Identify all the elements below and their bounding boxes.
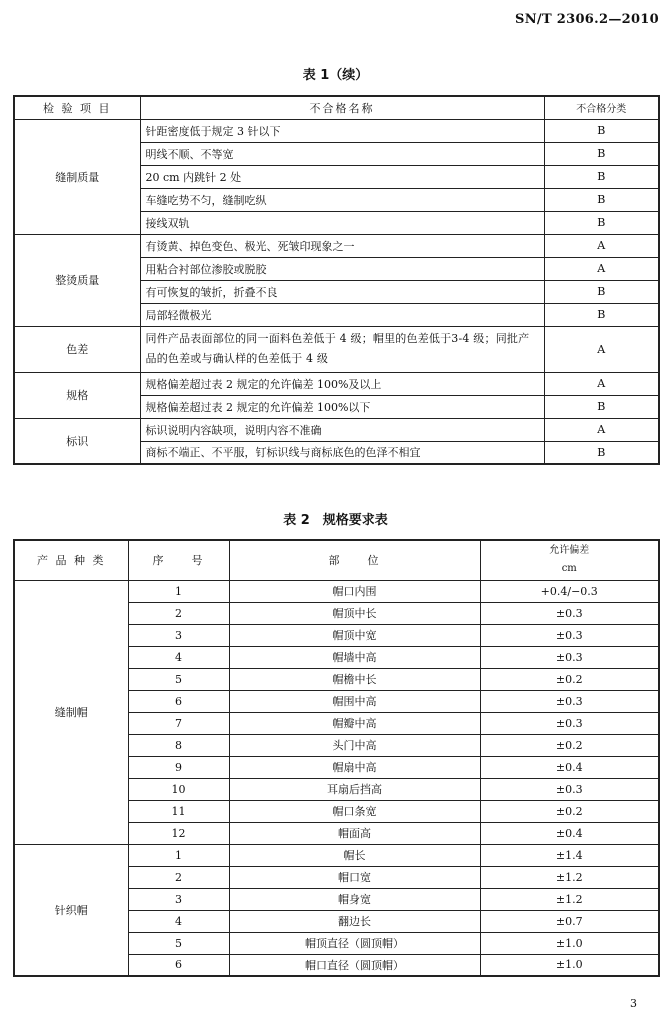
table1-item-cell: 整烫质量	[14, 234, 140, 326]
table1-name-cell: 有可恢复的皱折，折叠不良	[140, 280, 544, 303]
table2-no-cell: 4	[128, 910, 229, 932]
table1-header-item: 检 验 项 目	[14, 96, 140, 119]
table1-name-cell: 同件产品表面部位的同一面料色差低于 4 级；帽里的色差低于3-4 级；同批产品的色差或与确认样的色差低于 4 级	[140, 326, 544, 372]
table1-class-cell: B	[544, 441, 659, 464]
table2-part-cell: 帽口直径（圆顶帽）	[229, 954, 480, 976]
table1-header-class: 不合格分类	[544, 96, 659, 119]
table2-tol-cell: ±0.3	[480, 624, 659, 646]
table2-part-cell: 帽长	[229, 844, 480, 866]
table2-tol-cell: ±0.4	[480, 822, 659, 844]
table2-kind-cell: 缝制帽	[14, 580, 128, 844]
table1-nonconformity	[13, 95, 660, 465]
table2-tol-cell: ±0.3	[480, 778, 659, 800]
table2-tol-cell: ±0.3	[480, 602, 659, 624]
table2-no-cell: 4	[128, 646, 229, 668]
table2-part-cell: 帽口内围	[229, 580, 480, 602]
table2-part-cell: 帽顶直径（圆顶帽）	[229, 932, 480, 954]
table2-tol-cell: ±1.2	[480, 866, 659, 888]
table1-name-cell: 规格偏差超过表 2 规定的允许偏差 100%及以上	[140, 372, 544, 395]
table2-no-cell: 2	[128, 602, 229, 624]
table1-class-cell: A	[544, 372, 659, 395]
table2-kind-cell: 针织帽	[14, 844, 128, 976]
table1-class-cell: A	[544, 326, 659, 372]
table2-tol-cell: ±0.3	[480, 712, 659, 734]
table2-header-kind: 产 品 种 类	[14, 540, 128, 580]
table2-tol-cell: ±0.7	[480, 910, 659, 932]
table2-part-cell: 帽口条宽	[229, 800, 480, 822]
table1-class-cell: A	[544, 257, 659, 280]
table2-part-cell: 翻边长	[229, 910, 480, 932]
table2-part-cell: 帽口宽	[229, 866, 480, 888]
table1-name-cell: 规格偏差超过表 2 规定的允许偏差 100%以下	[140, 395, 544, 418]
table1-class-cell: A	[544, 234, 659, 257]
table2-tol-cell: ±1.0	[480, 954, 659, 976]
table2-no-cell: 1	[128, 844, 229, 866]
table1-name-cell: 商标不端正、不平服，钉标识线与商标底色的色泽不相宜	[140, 441, 544, 464]
table1-name-cell: 针距密度低于规定 3 针以下	[140, 119, 544, 142]
table2-part-cell: 帽顶中长	[229, 602, 480, 624]
table2-no-cell: 5	[128, 668, 229, 690]
table2-no-cell: 3	[128, 888, 229, 910]
table1-name-cell: 用粘合衬部位渗胶或脱胶	[140, 257, 544, 280]
table2-no-cell: 6	[128, 690, 229, 712]
table2-part-cell: 头门中高	[229, 734, 480, 756]
table1-class-cell: B	[544, 165, 659, 188]
table2-no-cell: 5	[128, 932, 229, 954]
table2-header-unit: cm	[561, 563, 577, 575]
table1-item-cell: 规格	[14, 372, 140, 418]
table2-tol-cell: ±0.3	[480, 646, 659, 668]
table2-part-cell: 帽檐中长	[229, 668, 480, 690]
table2-part-cell: 帽面高	[229, 822, 480, 844]
table2-tol-cell: ±0.4	[480, 756, 659, 778]
table2-part-cell: 帽顶中宽	[229, 624, 480, 646]
table1-caption: 表 1（续）	[302, 68, 369, 83]
table1-item-cell: 色差	[14, 326, 140, 372]
table-row	[14, 580, 659, 602]
table2-header-part: 部 位	[229, 540, 480, 580]
table-row	[14, 119, 659, 142]
table2-no-cell: 8	[128, 734, 229, 756]
table2-tol-cell: ±0.2	[480, 668, 659, 690]
table2-part-cell: 帽瓣中高	[229, 712, 480, 734]
table2-no-cell: 2	[128, 866, 229, 888]
table2-part-cell: 帽围中高	[229, 690, 480, 712]
table2-no-cell: 7	[128, 712, 229, 734]
table2-part-cell: 帽墙中高	[229, 646, 480, 668]
table2-no-cell: 11	[128, 800, 229, 822]
table2-caption: 表 2 规格要求表	[283, 513, 388, 528]
page-number: 3	[630, 997, 637, 1010]
table1-name-cell: 标识说明内容缺项，说明内容不准确	[140, 418, 544, 441]
table2-header-no: 序 号	[128, 540, 229, 580]
table2-header-tolerance	[480, 540, 659, 580]
table2-no-cell: 3	[128, 624, 229, 646]
table1-class-cell: B	[544, 280, 659, 303]
table1-class-cell: A	[544, 418, 659, 441]
table1-class-cell: B	[544, 188, 659, 211]
table1-name-cell: 明线不顺、不等宽	[140, 142, 544, 165]
table1-class-cell: B	[544, 211, 659, 234]
table1-class-cell: B	[544, 119, 659, 142]
table2-part-cell: 耳扇后挡高	[229, 778, 480, 800]
table2-no-cell: 6	[128, 954, 229, 976]
table2-no-cell: 12	[128, 822, 229, 844]
table1-item-cell: 缝制质量	[14, 119, 140, 234]
table1-name-cell: 接线双轨	[140, 211, 544, 234]
table2-tol-cell: ±0.2	[480, 734, 659, 756]
table-row	[14, 418, 659, 441]
table1-item-cell: 标识	[14, 418, 140, 464]
table-row	[14, 326, 659, 372]
table2-tol-cell: ±1.0	[480, 932, 659, 954]
table-row	[14, 234, 659, 257]
table-row	[14, 372, 659, 395]
table1-name-cell: 20 cm 内跳针 2 处	[140, 165, 544, 188]
table-row	[14, 844, 659, 866]
table2-tol-cell: ±1.4	[480, 844, 659, 866]
standard-number: SN/T 2306.2—2010	[515, 12, 659, 27]
table2-no-cell: 1	[128, 580, 229, 602]
table2-no-cell: 10	[128, 778, 229, 800]
table1-name-cell: 有烫黄、掉色变色、极光、死皱印现象之一	[140, 234, 544, 257]
table2-header-tolerance-label: 允许偏差	[549, 545, 590, 557]
table1-name-cell: 车缝吃势不匀，缝制吃纵	[140, 188, 544, 211]
table1-class-cell: B	[544, 142, 659, 165]
table2-tol-cell: +0.4/−0.3	[480, 580, 659, 602]
table1-name-cell: 局部轻微极光	[140, 303, 544, 326]
table2-part-cell: 帽身宽	[229, 888, 480, 910]
table2-tol-cell: ±0.2	[480, 800, 659, 822]
table1-class-cell: B	[544, 303, 659, 326]
table1-header-name: 不合格名称	[140, 96, 544, 119]
table1-class-cell: B	[544, 395, 659, 418]
table2-tol-cell: ±0.3	[480, 690, 659, 712]
table2-part-cell: 帽扇中高	[229, 756, 480, 778]
table2-spec	[13, 539, 660, 977]
table2-tol-cell: ±1.2	[480, 888, 659, 910]
table2-no-cell: 9	[128, 756, 229, 778]
